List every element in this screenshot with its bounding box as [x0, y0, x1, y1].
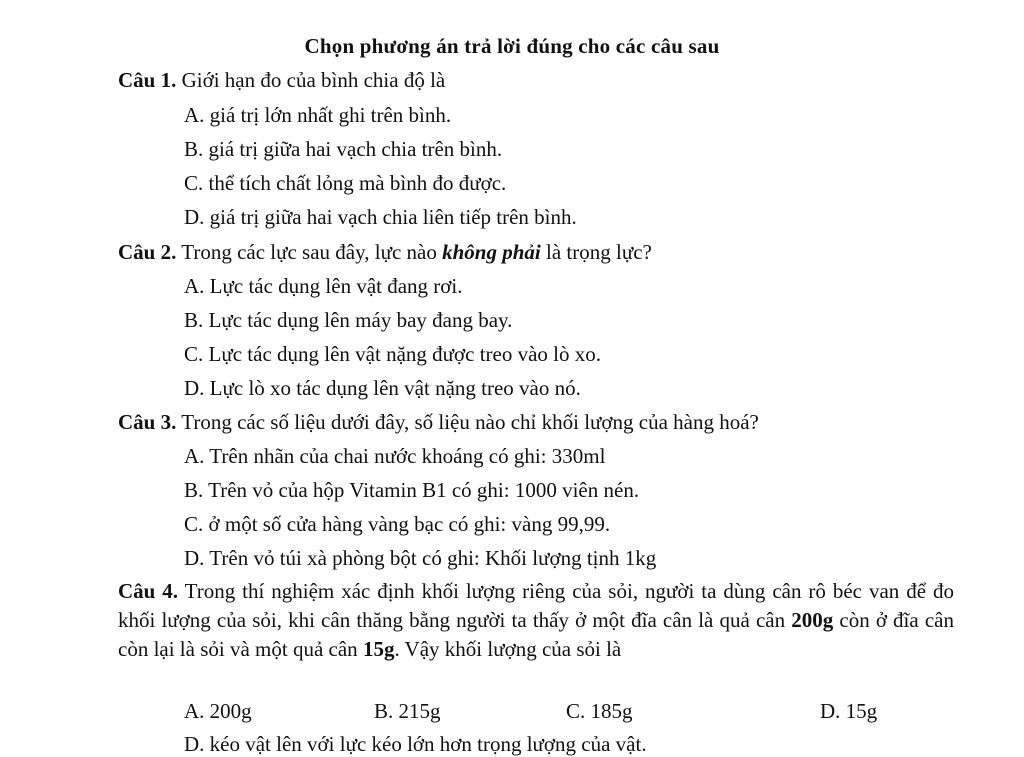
question-3-text: Trong các số liệu dưới đây, số liệu nào chỉ khối lượng của hàng hoá?	[176, 410, 759, 434]
question-4-label: Câu 4.	[118, 579, 179, 603]
question-1-option-a: A. giá trị lớn nhất ghi trên bình.	[184, 103, 452, 127]
question-4-mass-1: 200g	[791, 608, 834, 632]
question-4-mass-2: 15g	[362, 637, 395, 661]
question-4-option-d: D. 15g	[820, 699, 878, 723]
question-1-option-d: D. giá trị giữa hai vạch chia liên tiếp trên bình.	[184, 205, 577, 229]
question-4-option-a: A. 200g	[184, 699, 252, 723]
question-4-option-b: B. 215g	[374, 699, 441, 723]
question-4-text-3: . Vậy khối lượng của sỏi là	[394, 637, 622, 661]
worksheet-heading: Chọn phương án trả lời đúng cho các câu sau	[304, 34, 720, 58]
question-4-option-c: C. 185g	[566, 699, 633, 723]
question-4-options	[184, 698, 904, 726]
question-4-extra-line: D. kéo vật lên với lực kéo lớn hơn trọng lượng của vật.	[184, 732, 647, 756]
question-1-option-c: C. thể tích chất lỏng mà bình đo được.	[184, 171, 507, 195]
question-2-option-c: C. Lực tác dụng lên vật nặng được treo vào lò xo.	[184, 342, 602, 366]
question-1-option-b: B. giá trị giữa hai vạch chia trên bình.	[184, 137, 503, 161]
question-4-text-1: Trong thí nghiệm xác định khối lượng riêng của sỏi, người ta dùng cân rô béc van để đo khối lượng của sỏi, khi cân thăng bằng người ta thấy ở một đĩa cân là quả cân	[118, 579, 954, 632]
question-2-emphasis: không phải	[442, 240, 541, 264]
question-3-option-a: A. Trên nhãn của chai nước khoáng có ghi: 330ml	[184, 444, 606, 468]
question-3-option-c: C. ở một số cửa hàng vàng bạc có ghi: vàng 99,99.	[184, 512, 611, 536]
question-1	[118, 67, 445, 93]
question-1-label: Câu 1.	[118, 68, 177, 92]
question-1-text: Giới hạn đo của bình chia độ là	[176, 68, 446, 92]
question-2-option-a: A. Lực tác dụng lên vật đang rơi.	[184, 274, 463, 298]
question-2-text-before: Trong các lực sau đây, lực nào	[176, 240, 443, 264]
question-2-label: Câu 2.	[118, 240, 177, 264]
question-3-option-d: D. Trên vỏ túi xà phòng bột có ghi: Khối lượng tịnh 1kg	[184, 546, 657, 570]
question-4-text-2: còn ở đĩa cân còn lại là sỏi và một quả cân	[118, 608, 954, 661]
question-4	[118, 577, 954, 664]
question-3	[118, 409, 759, 435]
question-2-option-d: D. Lực lò xo tác dụng lên vật nặng treo vào nó.	[184, 376, 581, 400]
question-3-option-b: B. Trên vỏ của hộp Vitamin B1 có ghi: 1000 viên nén.	[184, 478, 640, 502]
question-2-text-after: là trọng lực?	[540, 240, 652, 264]
question-2-option-b: B. Lực tác dụng lên máy bay đang bay.	[184, 308, 513, 332]
question-2	[118, 239, 652, 265]
question-3-label: Câu 3.	[118, 410, 177, 434]
